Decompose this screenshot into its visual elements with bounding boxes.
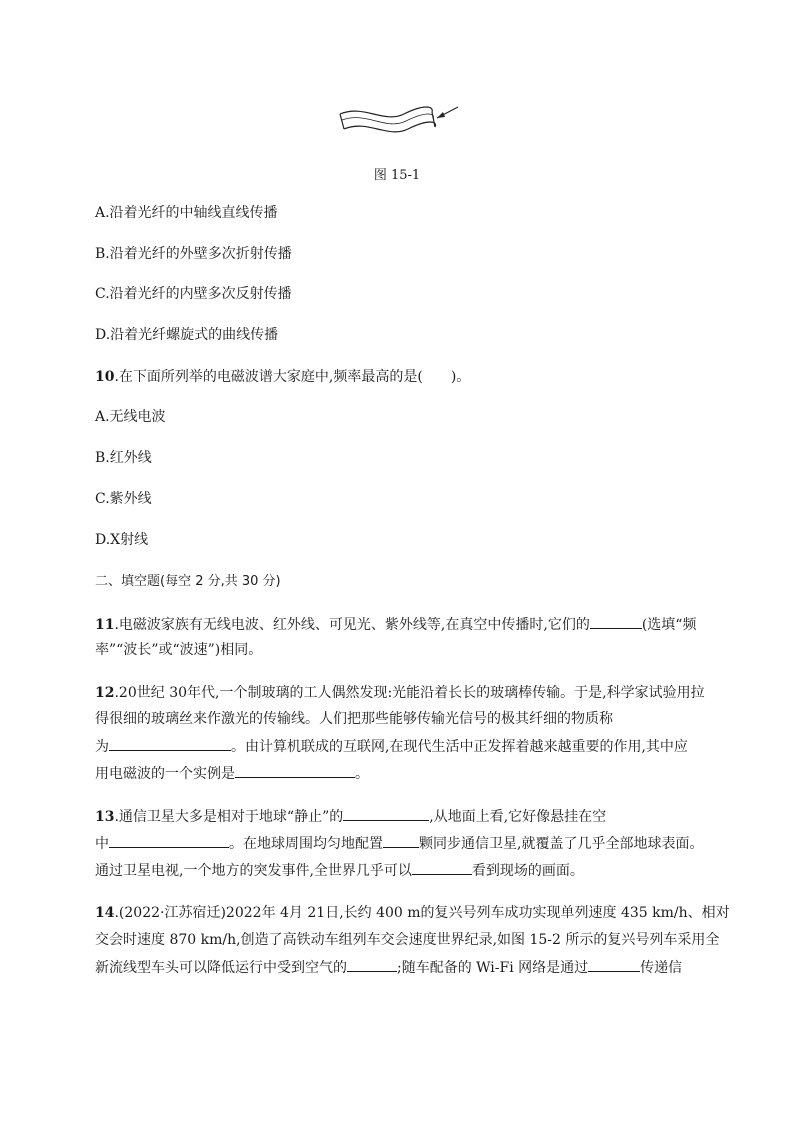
- q13-line-3: [95, 860, 584, 881]
- q10-option-b: B.红外线: [95, 450, 152, 466]
- fiber-inner-line: [342, 114, 434, 124]
- arrow-head-icon: [437, 112, 445, 118]
- q13-text-2b: 。在地球周围均匀地配置: [229, 836, 383, 852]
- q12-number: 12: [95, 685, 115, 701]
- q13-text-1b: ,从地面上看,它好像悬挂在空: [429, 809, 607, 825]
- q11-number: 11: [95, 617, 115, 633]
- q9-option-c: C.沿着光纤的内壁多次反射传播: [95, 286, 292, 302]
- q13-answer-blank-4[interactable]: [412, 860, 472, 875]
- q12-line-2: 得很细的玻璃丝来作激光的传输线。人们把那些能够传输光信号的极其纤细的物质称: [95, 711, 613, 727]
- q13-text-3a: 通过卫星电视,一个地方的突发事件,全世界几乎可以: [95, 863, 412, 879]
- q14-text-3b: ;随车配备的 Wi-Fi 网络是通过: [397, 960, 589, 976]
- q14-text-3a: 新流线型车头可以降低运行中受到空气的: [95, 960, 347, 976]
- q10-option-d: D.X射线: [95, 532, 149, 548]
- q12-text-3a: 为: [95, 739, 109, 755]
- q9-option-b: B.沿着光纤的外壁多次折射传播: [95, 246, 292, 262]
- q12-answer-blank-2[interactable]: [235, 763, 355, 778]
- q14-line-1: [95, 903, 730, 923]
- optical-fiber-figure: [334, 102, 464, 142]
- section-title: 二、填空题(每空 2 分,共 30 分): [95, 574, 281, 589]
- q14-line-3: [95, 957, 682, 978]
- q13-text-3b: 看到现场的画面。: [471, 863, 584, 879]
- q14-answer-blank-2[interactable]: [588, 957, 640, 972]
- q10-option-a: A.无线电波: [95, 409, 166, 425]
- q13-text-2a: 中: [95, 836, 109, 852]
- q13-answer-blank-2[interactable]: [109, 833, 229, 848]
- q12-text-1: .20世纪 30年代,一个制玻璃的工人偶然发现:光能沿着长长的玻璃棒传输。于是,科学家试验用拉: [114, 685, 705, 701]
- q13-text-2c: 颗同步通信卫星,就覆盖了几乎全部地球表面。: [419, 836, 704, 852]
- q12-text-4b: 。: [355, 766, 369, 782]
- q11-answer-blank[interactable]: [590, 614, 642, 629]
- q9-option-a: A.沿着光纤的中轴线直线传播: [95, 205, 278, 221]
- q14-text-3c: 传递信: [640, 960, 683, 976]
- q13-line-2: [95, 833, 703, 854]
- q12-line-1: [95, 683, 705, 703]
- fiber-right-end: [432, 112, 435, 127]
- q13-text-1a: .通信卫星大多是相对于地球“静止”的: [114, 809, 344, 825]
- q13-line-1: [95, 806, 606, 827]
- figure-caption: 图 15-1: [373, 168, 421, 183]
- q12-text-3b: 。由计算机联成的互联网,在现代生活中正发挥着越来越重要的作用,其中应: [231, 739, 688, 755]
- q10-stem: [95, 367, 470, 387]
- q11-text-1: .电磁波家族有无线电波、红外线、可见光、紫外线等,在真空中传播时,它们的: [114, 617, 590, 633]
- q13-number: 13: [95, 809, 115, 825]
- q12-line-4: [95, 763, 369, 784]
- q14-text-1: .(2022·江苏宿迁)2022年 4月 21日,长约 400 m的复兴号列车成功实现单列速度 435 km/h、相对: [114, 905, 730, 921]
- q10-text: .在下面所列举的电磁波谱大家庭中,频率最高的是( )。: [114, 369, 471, 385]
- q9-option-d: D.沿着光纤螺旋式的曲线传播: [95, 327, 279, 343]
- q10-number: 10: [95, 369, 115, 385]
- fiber-left-end: [340, 114, 344, 129]
- q12-line-3: [95, 736, 688, 757]
- q14-answer-blank-1[interactable]: [347, 957, 397, 972]
- q14-number: 14: [95, 905, 115, 921]
- q13-answer-blank-1[interactable]: [343, 806, 429, 821]
- q11-line-2: 率”“波长”或“波速”)相同。: [95, 642, 263, 658]
- q14-line-2: 交会时速度 870 km/h,创造了高铁动车组列车交会速度世界纪录,如图 15-2 所示的复兴号列车采用全: [95, 932, 720, 948]
- q13-answer-blank-3[interactable]: [383, 833, 419, 848]
- q11-text-2: (选填“频: [641, 617, 697, 633]
- q11-line-1: [95, 614, 696, 635]
- q12-answer-blank-1[interactable]: [109, 736, 231, 751]
- q12-text-4a: 用电磁波的一个实例是: [95, 766, 235, 782]
- q10-option-c: C.紫外线: [95, 491, 152, 507]
